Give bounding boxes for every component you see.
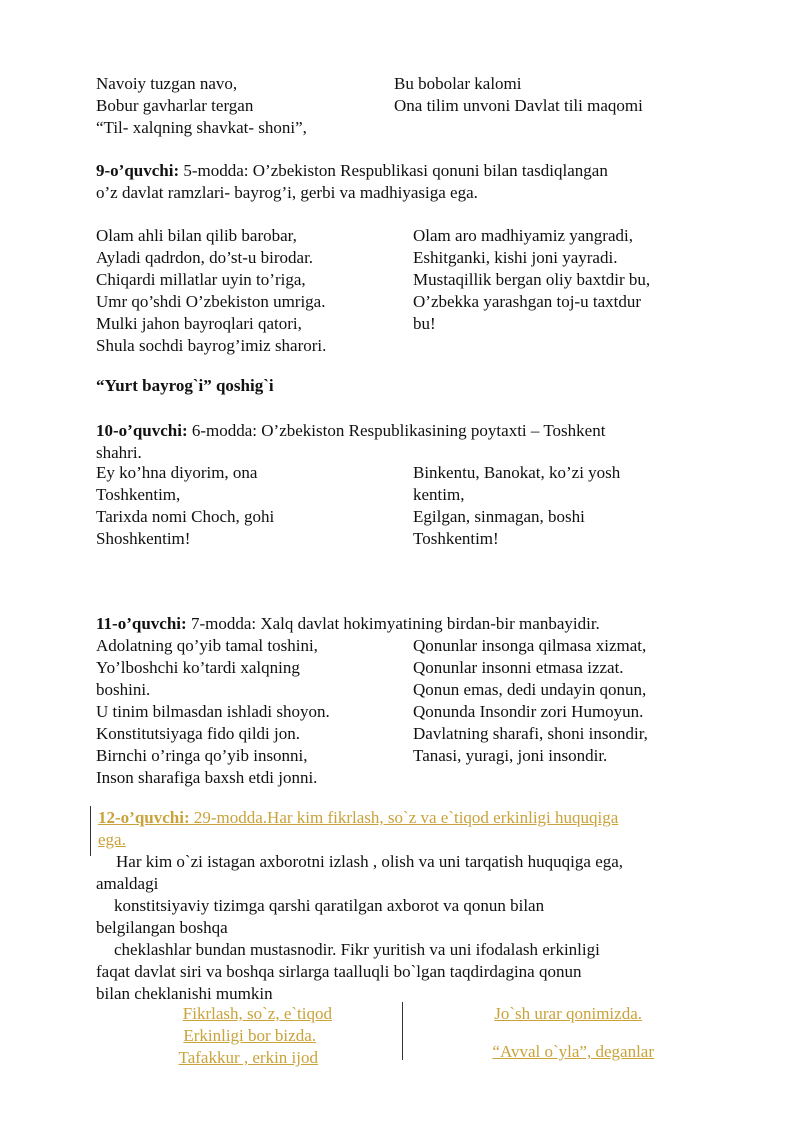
body-line: amaldagi (96, 874, 159, 893)
body-line: konstitsiyaviy tizimga qarshi qaratilgan axborot va qonun bilan (114, 896, 545, 915)
song-title: “Yurt bayrog`i” qoshig`i (96, 376, 274, 395)
poem-right-2 (413, 225, 650, 335)
poem-line: Davlatning sharafi, shoni insondir, (413, 724, 648, 743)
article-6 (96, 420, 605, 464)
poem-line: Olam ahli bilan qilib barobar, (96, 226, 297, 245)
poem-line: Shoshkentim! (96, 529, 191, 548)
poem-line: “Til- xalqning shavkat- shoni”, (96, 118, 307, 137)
poem-line: Chiqardi millatlar uyin to’riga, (96, 270, 306, 289)
body-line: belgilangan boshqa (96, 918, 228, 937)
article-line (96, 420, 605, 442)
poem-line: Konstitutsiyaga fido qildi jon. (96, 724, 300, 743)
poem-line: Tanasi, yuragi, joni insondir. (413, 746, 608, 765)
article-line (98, 807, 618, 829)
poem-line: Yo’lboshchi ko’tardi xalqning (96, 658, 300, 677)
change-bar (90, 806, 91, 856)
article-29-body (96, 851, 623, 1005)
article-line (96, 160, 608, 182)
article-text: 29-modda.Har kim fikrlash, so`z va e`tiqod erkinligi huquqiga (189, 808, 619, 827)
poem-left-3 (96, 462, 274, 550)
song-heading (96, 375, 274, 397)
speaker-label: 11-o’quvchi: (96, 614, 187, 633)
poem-line: Adolatning qo’yib tamal toshini, (96, 636, 318, 655)
poem-line: Inson sharafiga baxsh etdi jonni. (96, 768, 318, 787)
article-5 (96, 160, 608, 204)
poem-line: Eshitganki, kishi joni yayradi. (413, 248, 618, 267)
poem-line: Mulki jahon bayroqlari qatori, (96, 314, 302, 333)
poem-line: Olam aro madhiyamiz yangradi, (413, 226, 633, 245)
poem-right-4 (413, 635, 648, 767)
poem-right-1 (394, 73, 643, 117)
poem-right-3 (413, 462, 620, 550)
poem-line: Ayladi qadrdon, do’st-u birodar. (96, 248, 314, 267)
poem-line: Qonun emas, dedi undayin qonun, (413, 680, 647, 699)
poem-line: Tarixda nomi Choch, gohi (96, 507, 275, 526)
poem-line: bu! (413, 314, 436, 333)
poem-line: Umr qo’shdi O’zbekiston umriga. (96, 292, 326, 311)
poem-line: Bobur gavharlar tergan (96, 96, 254, 115)
article-text: 6-modda: O’zbekiston Respublikasining poytaxti – Toshkent (187, 421, 606, 440)
poem-line: Tafakkur , erkin ijod (178, 1048, 318, 1067)
poem-left-5 (96, 1003, 336, 1069)
poem-line: Qonunda Insondir zori Humoyun. (413, 702, 644, 721)
poem-left-4 (96, 635, 330, 789)
article-text: 7-modda: Xalq davlat hokimyatining birdan-bir manbayidir. (186, 614, 600, 633)
poem-right-5 (413, 1003, 658, 1063)
poem-line: Fikrlash, so`z, e`tiqod (182, 1004, 332, 1023)
poem-line: “Avval o`yla”, deganlar (492, 1042, 654, 1061)
poem-line: Mustaqillik bergan oliy baxtdir bu, (413, 270, 651, 289)
poem-line: Toshkentim! (413, 529, 499, 548)
poem-line: boshini. (96, 680, 151, 699)
article-7 (96, 613, 600, 635)
poem-line: Qonunlar insonni etmasa izzat. (413, 658, 624, 677)
article-line: o’z davlat ramzlari- bayrog’i, gerbi va madhiyasiga ega. (96, 183, 478, 202)
poem-line: Bu bobolar kalomi (394, 74, 522, 93)
article-line (96, 613, 600, 635)
poem-line: Binkentu, Banokat, ko’zi yosh (413, 463, 621, 482)
poem-line: Ey ko’hna diyorim, ona (96, 463, 258, 482)
speaker-label: 9-o’quvchi: (96, 161, 180, 180)
article-line: ega. (98, 830, 126, 849)
poem-line: Jo`sh urar qonimizda. (494, 1004, 642, 1023)
poem-line: Egilgan, sinmagan, boshi (413, 507, 585, 526)
article-text: 5-modda: O’zbekiston Respublikasi qonuni bilan tasdiqlangan (179, 161, 608, 180)
poem-line: Erkinligi bor bizda. (183, 1026, 316, 1045)
poem-line: Birnchi o’ringa qo’yib insonni, (96, 746, 308, 765)
poem-line: Qonunlar insonga qilmasa xizmat, (413, 636, 647, 655)
column-divider (402, 1002, 403, 1060)
poem-line: Ona tilim unvoni Davlat tili maqomi (394, 96, 643, 115)
poem-line: O’zbekka yarashgan toj-u taxtdur (413, 292, 641, 311)
poem-line: Toshkentim, (96, 485, 181, 504)
body-line: Har kim o`zi istagan axborotni izlash , olish va uni tarqatish huquqiga ega, (116, 852, 624, 871)
speaker-label: 10-o’quvchi: (96, 421, 188, 440)
body-line: cheklashlar bundan mustasnodir. Fikr yuritish va uni ifodalash erkinligi (114, 940, 600, 959)
speaker-number: 12 (98, 808, 115, 827)
article-29-heading (98, 807, 618, 851)
poem-line: U tinim bilmasdan ishladi shoyon. (96, 702, 330, 721)
body-line: faqat davlat siri va boshqa sirlarga taalluqli bo`lgan taqdirdagina qonun (96, 962, 582, 981)
body-line: bilan cheklanishi mumkin (96, 984, 273, 1003)
poem-line: Navoiy tuzgan navo, (96, 74, 238, 93)
poem-line: Shula sochdi bayrog’imiz sharori. (96, 336, 327, 355)
poem-line: kentim, (413, 485, 465, 504)
poem-left-2 (96, 225, 326, 357)
poem-left-1 (96, 73, 307, 139)
speaker-label: -o’quvchi: (115, 808, 190, 827)
article-line: shahri. (96, 443, 142, 462)
